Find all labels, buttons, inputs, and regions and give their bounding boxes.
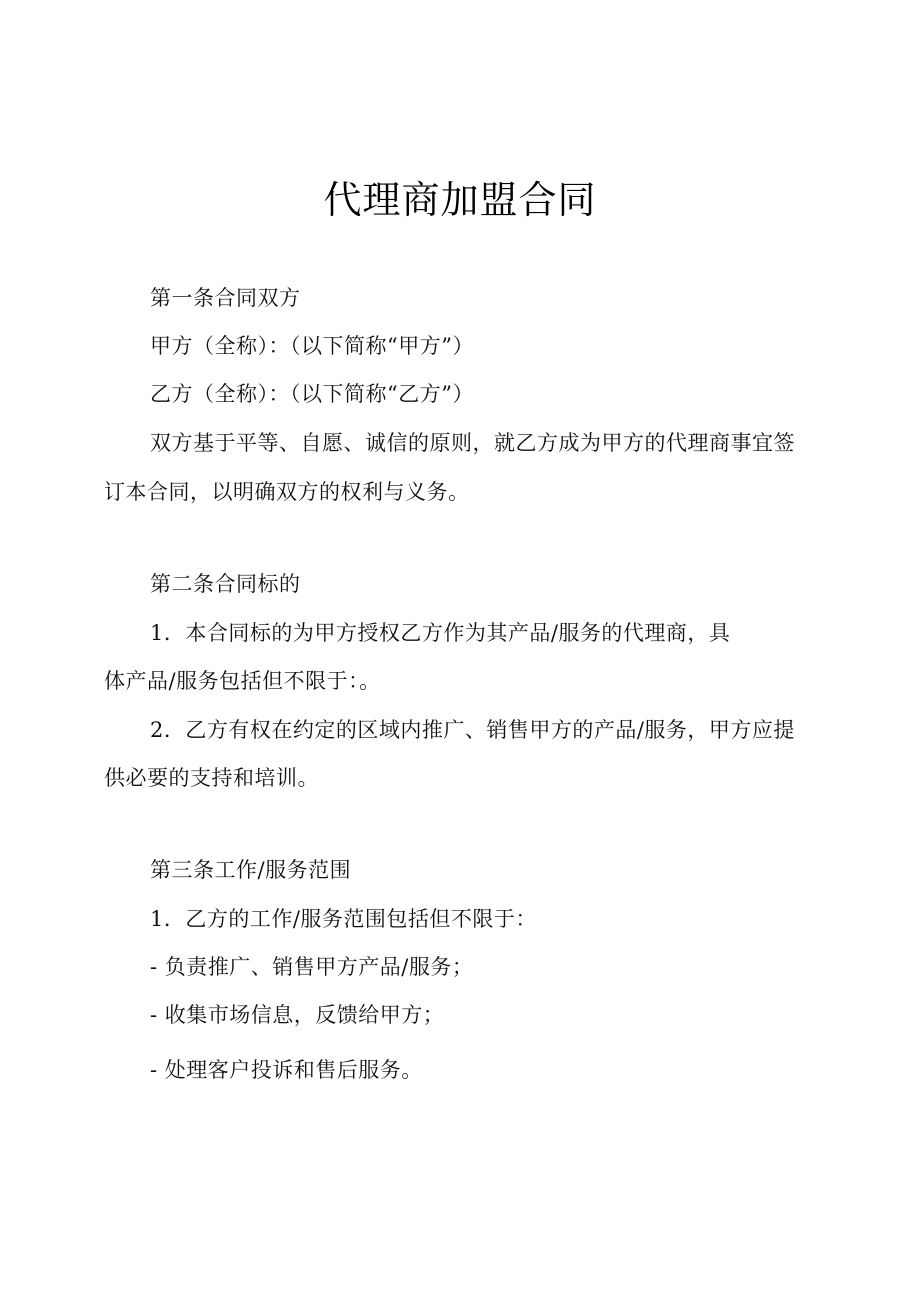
section-heading: 第二条合同标的 [150, 572, 301, 596]
paragraph-line: 订本合同，以明确双方的权利与义务。 [104, 480, 470, 504]
list-item: - 收集市场信息，反馈给甲方； [150, 1003, 445, 1027]
document-title: 代理商加盟合同 [323, 178, 597, 222]
section-heading: 第一条合同双方 [150, 286, 301, 310]
clause-line: 体产品/服务包括但不限于：。 [104, 669, 381, 693]
party-b-line: 乙方（全称）：（以下简称“乙方”） [150, 382, 474, 406]
section-heading: 第三条工作/服务范围 [150, 858, 352, 882]
clause-line: 供必要的支持和培训。 [104, 766, 319, 790]
clause-line: 1．本合同标的为甲方授权乙方作为其产品/服务的代理商，具 [150, 621, 731, 645]
clause-line: 2．乙方有权在约定的区域内推广、销售甲方的产品/服务，甲方应提 [150, 718, 795, 742]
party-a-line: 甲方（全称）：（以下简称“甲方”） [150, 334, 474, 358]
clause-line: 1．乙方的工作/服务范围包括但不限于： [150, 907, 537, 931]
paragraph-line: 双方基于平等、自愿、诚信的原则，就乙方成为甲方的代理商事宜签 [150, 431, 795, 455]
list-item: - 负责推广、销售甲方产品/服务； [150, 955, 474, 979]
list-item: - 处理客户投诉和售后服务。 [150, 1058, 423, 1082]
